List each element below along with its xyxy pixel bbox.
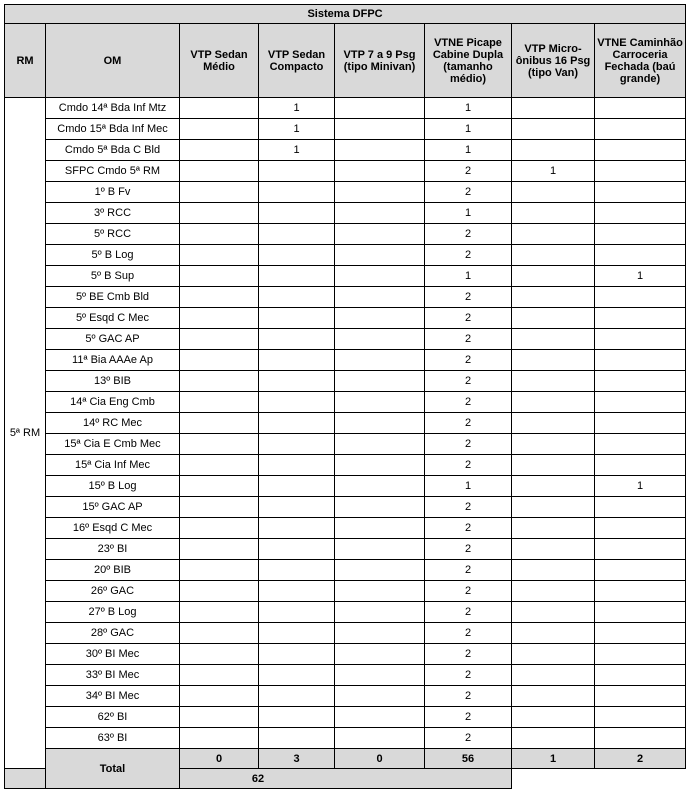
cell-microonibus	[512, 371, 595, 392]
om-cell: 33º BI Mec	[46, 665, 180, 686]
cell-microonibus	[512, 455, 595, 476]
cell-picape: 2	[425, 728, 512, 749]
cell-sedan-medio	[180, 581, 259, 602]
cell-sedan-medio	[180, 476, 259, 497]
header-sedan-compacto: VTP Sedan Compacto	[259, 24, 335, 98]
cell-minivan	[335, 392, 425, 413]
cell-caminhao	[595, 728, 686, 749]
cell-sedan-compacto	[259, 182, 335, 203]
cell-microonibus	[512, 539, 595, 560]
table-row	[5, 203, 686, 224]
cell-microonibus	[512, 329, 595, 350]
om-cell: 34º BI Mec	[46, 686, 180, 707]
cell-minivan	[335, 665, 425, 686]
om-cell: 62º BI	[46, 707, 180, 728]
cell-sedan-medio	[180, 266, 259, 287]
cell-sedan-compacto	[259, 161, 335, 182]
table-row	[5, 224, 686, 245]
cell-minivan	[335, 182, 425, 203]
om-cell: 16º Esqd C Mec	[46, 518, 180, 539]
table-row	[5, 665, 686, 686]
cell-picape: 2	[425, 434, 512, 455]
cell-minivan	[335, 476, 425, 497]
total-caminhao: 2	[595, 749, 686, 769]
cell-minivan	[335, 581, 425, 602]
cell-picape: 2	[425, 560, 512, 581]
om-cell: SFPC Cmdo 5ª RM	[46, 161, 180, 182]
table-row	[5, 644, 686, 665]
cell-microonibus	[512, 392, 595, 413]
cell-microonibus	[512, 245, 595, 266]
total-microonibus: 1	[512, 749, 595, 769]
table-row	[5, 623, 686, 644]
cell-sedan-compacto	[259, 266, 335, 287]
cell-caminhao	[595, 224, 686, 245]
header-sedan-medio: VTP Sedan Médio	[180, 24, 259, 98]
header-picape: VTNE Picape Cabine Dupla (tamanho médio)	[425, 24, 512, 98]
om-cell: 23º BI	[46, 539, 180, 560]
cell-sedan-compacto	[259, 686, 335, 707]
header-microonibus: VTP Micro-ônibus 16 Psg (tipo Van)	[512, 24, 595, 98]
cell-microonibus	[512, 413, 595, 434]
cell-microonibus	[512, 707, 595, 728]
cell-sedan-medio	[180, 623, 259, 644]
cell-microonibus	[512, 224, 595, 245]
cell-microonibus	[512, 308, 595, 329]
cell-caminhao	[595, 182, 686, 203]
cell-minivan	[335, 707, 425, 728]
cell-sedan-medio	[180, 203, 259, 224]
cell-caminhao	[595, 161, 686, 182]
table-row	[5, 182, 686, 203]
table-row	[5, 518, 686, 539]
cell-sedan-compacto	[259, 476, 335, 497]
cell-minivan	[335, 602, 425, 623]
total-sedan-medio: 0	[180, 749, 259, 769]
table-row	[5, 434, 686, 455]
cell-minivan	[335, 203, 425, 224]
cell-sedan-medio	[180, 224, 259, 245]
cell-sedan-medio	[180, 245, 259, 266]
cell-sedan-medio	[180, 350, 259, 371]
cell-caminhao	[595, 350, 686, 371]
cell-picape: 2	[425, 371, 512, 392]
cell-caminhao	[595, 707, 686, 728]
om-cell: 15ª Cia E Cmb Mec	[46, 434, 180, 455]
cell-picape: 2	[425, 665, 512, 686]
cell-minivan	[335, 245, 425, 266]
cell-minivan	[335, 266, 425, 287]
cell-caminhao	[595, 686, 686, 707]
cell-minivan	[335, 119, 425, 140]
cell-picape: 2	[425, 497, 512, 518]
cell-minivan	[335, 455, 425, 476]
cell-caminhao	[595, 203, 686, 224]
cell-caminhao	[595, 140, 686, 161]
cell-microonibus	[512, 581, 595, 602]
cell-sedan-medio	[180, 497, 259, 518]
total-picape: 56	[425, 749, 512, 769]
om-cell: 63º BI	[46, 728, 180, 749]
cell-picape: 2	[425, 518, 512, 539]
cell-sedan-medio	[180, 455, 259, 476]
table-row	[5, 413, 686, 434]
cell-minivan	[335, 560, 425, 581]
cell-minivan	[335, 518, 425, 539]
cell-picape: 2	[425, 308, 512, 329]
cell-sedan-compacto	[259, 329, 335, 350]
cell-minivan	[335, 350, 425, 371]
cell-picape: 1	[425, 203, 512, 224]
cell-sedan-medio	[180, 287, 259, 308]
cell-microonibus	[512, 686, 595, 707]
cell-caminhao	[595, 308, 686, 329]
om-cell: 5º RCC	[46, 224, 180, 245]
cell-sedan-medio	[180, 161, 259, 182]
om-cell: Cmdo 14ª Bda Inf Mtz	[46, 98, 180, 119]
om-cell: 30º BI Mec	[46, 644, 180, 665]
table-row	[5, 728, 686, 749]
cell-picape: 2	[425, 245, 512, 266]
table-title: Sistema DFPC	[5, 5, 686, 24]
cell-sedan-medio	[180, 182, 259, 203]
grand-total: 62	[5, 769, 512, 789]
om-cell: 27º B Log	[46, 602, 180, 623]
cell-sedan-medio	[180, 518, 259, 539]
total-minivan: 0	[335, 749, 425, 769]
cell-sedan-medio	[180, 371, 259, 392]
table-row	[5, 266, 686, 287]
cell-minivan	[335, 140, 425, 161]
cell-caminhao	[595, 371, 686, 392]
cell-sedan-compacto	[259, 581, 335, 602]
cell-picape: 1	[425, 476, 512, 497]
cell-minivan	[335, 413, 425, 434]
cell-caminhao	[595, 392, 686, 413]
cell-sedan-compacto	[259, 707, 335, 728]
cell-picape: 1	[425, 266, 512, 287]
cell-caminhao	[595, 455, 686, 476]
cell-microonibus	[512, 560, 595, 581]
cell-picape: 2	[425, 455, 512, 476]
cell-minivan	[335, 329, 425, 350]
cell-picape: 2	[425, 707, 512, 728]
cell-sedan-compacto	[259, 665, 335, 686]
om-cell: 28º GAC	[46, 623, 180, 644]
om-cell: 20º BIB	[46, 560, 180, 581]
cell-picape: 1	[425, 119, 512, 140]
cell-sedan-compacto	[259, 245, 335, 266]
cell-sedan-medio	[180, 644, 259, 665]
header-minivan: VTP 7 a 9 Psg (tipo Minivan)	[335, 24, 425, 98]
cell-caminhao	[595, 644, 686, 665]
table-row	[5, 539, 686, 560]
cell-picape: 2	[425, 161, 512, 182]
cell-sedan-compacto	[259, 602, 335, 623]
cell-picape: 1	[425, 140, 512, 161]
cell-caminhao: 1	[595, 266, 686, 287]
cell-sedan-medio	[180, 392, 259, 413]
om-cell: 15º GAC AP	[46, 497, 180, 518]
cell-sedan-compacto	[259, 644, 335, 665]
cell-microonibus	[512, 728, 595, 749]
om-cell: 5º B Sup	[46, 266, 180, 287]
om-cell: 11ª Bia AAAe Ap	[46, 350, 180, 371]
cell-picape: 2	[425, 539, 512, 560]
table-row	[5, 140, 686, 161]
cell-microonibus	[512, 119, 595, 140]
cell-sedan-compacto	[259, 497, 335, 518]
cell-caminhao	[595, 665, 686, 686]
cell-sedan-compacto	[259, 308, 335, 329]
om-cell: 3º RCC	[46, 203, 180, 224]
cell-picape: 2	[425, 350, 512, 371]
om-cell: Cmdo 5ª Bda C Bld	[46, 140, 180, 161]
cell-minivan	[335, 728, 425, 749]
cell-minivan	[335, 371, 425, 392]
cell-picape: 1	[425, 98, 512, 119]
cell-minivan	[335, 224, 425, 245]
cell-sedan-compacto	[259, 203, 335, 224]
om-cell: 14º RC Mec	[46, 413, 180, 434]
cell-picape: 2	[425, 623, 512, 644]
table-row	[5, 308, 686, 329]
table-row	[5, 686, 686, 707]
cell-caminhao	[595, 329, 686, 350]
om-cell: 13º BIB	[46, 371, 180, 392]
cell-minivan	[335, 539, 425, 560]
om-cell: 5º B Log	[46, 245, 180, 266]
cell-caminhao	[595, 434, 686, 455]
cell-sedan-medio	[180, 119, 259, 140]
table-row	[5, 350, 686, 371]
header-rm: RM	[5, 24, 46, 98]
cell-microonibus	[512, 497, 595, 518]
cell-microonibus	[512, 266, 595, 287]
cell-picape: 2	[425, 686, 512, 707]
rm-cell: 5ª RM	[5, 98, 46, 769]
cell-sedan-medio	[180, 140, 259, 161]
cell-caminhao	[595, 287, 686, 308]
cell-sedan-compacto	[259, 371, 335, 392]
cell-sedan-medio	[180, 413, 259, 434]
cell-caminhao	[595, 245, 686, 266]
cell-sedan-compacto	[259, 539, 335, 560]
table-row	[5, 560, 686, 581]
table-container	[4, 4, 686, 789]
om-cell: 26º GAC	[46, 581, 180, 602]
cell-sedan-compacto	[259, 728, 335, 749]
total-sedan-compacto: 3	[259, 749, 335, 769]
cell-sedan-compacto: 1	[259, 140, 335, 161]
cell-minivan	[335, 686, 425, 707]
cell-sedan-medio	[180, 560, 259, 581]
cell-minivan	[335, 644, 425, 665]
table-row	[5, 602, 686, 623]
cell-microonibus	[512, 518, 595, 539]
om-cell: 1º B Fv	[46, 182, 180, 203]
om-cell: 15ª Cia Inf Mec	[46, 455, 180, 476]
table-row	[5, 119, 686, 140]
cell-microonibus	[512, 203, 595, 224]
cell-caminhao	[595, 560, 686, 581]
cell-caminhao	[595, 119, 686, 140]
cell-caminhao: 1	[595, 476, 686, 497]
om-cell: 15º B Log	[46, 476, 180, 497]
cell-picape: 2	[425, 581, 512, 602]
cell-sedan-compacto	[259, 455, 335, 476]
cell-sedan-medio	[180, 707, 259, 728]
table-row	[5, 392, 686, 413]
cell-sedan-compacto	[259, 413, 335, 434]
header-caminhao: VTNE Caminhão Carroceria Fechada (baú grande)	[595, 24, 686, 98]
cell-microonibus	[512, 476, 595, 497]
cell-caminhao	[595, 602, 686, 623]
cell-minivan	[335, 623, 425, 644]
cell-sedan-compacto	[259, 350, 335, 371]
cell-minivan	[335, 287, 425, 308]
header-om: OM	[46, 24, 180, 98]
cell-microonibus	[512, 98, 595, 119]
cell-caminhao	[595, 497, 686, 518]
cell-microonibus	[512, 644, 595, 665]
cell-sedan-medio	[180, 434, 259, 455]
table-row	[5, 581, 686, 602]
cell-picape: 2	[425, 413, 512, 434]
total-row	[5, 749, 686, 769]
cell-sedan-medio	[180, 602, 259, 623]
cell-caminhao	[595, 623, 686, 644]
cell-picape: 2	[425, 392, 512, 413]
table-row	[5, 329, 686, 350]
cell-picape: 2	[425, 182, 512, 203]
table-row	[5, 371, 686, 392]
cell-minivan	[335, 434, 425, 455]
cell-sedan-compacto	[259, 224, 335, 245]
cell-minivan	[335, 161, 425, 182]
cell-sedan-compacto	[259, 560, 335, 581]
table-row	[5, 476, 686, 497]
cell-caminhao	[595, 98, 686, 119]
cell-microonibus: 1	[512, 161, 595, 182]
cell-minivan	[335, 308, 425, 329]
cell-minivan	[335, 497, 425, 518]
om-cell: Cmdo 15ª Bda Inf Mec	[46, 119, 180, 140]
cell-sedan-medio	[180, 308, 259, 329]
cell-microonibus	[512, 665, 595, 686]
dfpc-table	[4, 4, 686, 789]
cell-caminhao	[595, 413, 686, 434]
cell-sedan-compacto: 1	[259, 98, 335, 119]
cell-microonibus	[512, 623, 595, 644]
om-cell: 5º Esqd C Mec	[46, 308, 180, 329]
cell-microonibus	[512, 140, 595, 161]
cell-sedan-medio	[180, 728, 259, 749]
cell-sedan-compacto	[259, 434, 335, 455]
cell-picape: 2	[425, 287, 512, 308]
cell-caminhao	[595, 539, 686, 560]
cell-picape: 2	[425, 224, 512, 245]
cell-sedan-compacto	[259, 392, 335, 413]
om-cell: 5º BE Cmb Bld	[46, 287, 180, 308]
cell-sedan-medio	[180, 539, 259, 560]
cell-microonibus	[512, 287, 595, 308]
cell-microonibus	[512, 182, 595, 203]
cell-caminhao	[595, 518, 686, 539]
cell-picape: 2	[425, 602, 512, 623]
cell-sedan-compacto: 1	[259, 119, 335, 140]
table-row	[5, 161, 686, 182]
cell-sedan-compacto	[259, 623, 335, 644]
cell-minivan	[335, 98, 425, 119]
cell-picape: 2	[425, 329, 512, 350]
table-row	[5, 455, 686, 476]
cell-caminhao	[595, 581, 686, 602]
cell-sedan-compacto	[259, 518, 335, 539]
table-row	[5, 287, 686, 308]
om-cell: 14ª Cia Eng Cmb	[46, 392, 180, 413]
cell-microonibus	[512, 350, 595, 371]
total-label: Total	[46, 749, 180, 789]
table-row	[5, 245, 686, 266]
om-cell: 5º GAC AP	[46, 329, 180, 350]
cell-sedan-compacto	[259, 287, 335, 308]
table-row	[5, 497, 686, 518]
table-row	[5, 707, 686, 728]
cell-sedan-medio	[180, 665, 259, 686]
cell-sedan-medio	[180, 686, 259, 707]
cell-microonibus	[512, 434, 595, 455]
cell-sedan-medio	[180, 98, 259, 119]
cell-microonibus	[512, 602, 595, 623]
cell-sedan-medio	[180, 329, 259, 350]
cell-picape: 2	[425, 644, 512, 665]
table-row	[5, 98, 686, 119]
